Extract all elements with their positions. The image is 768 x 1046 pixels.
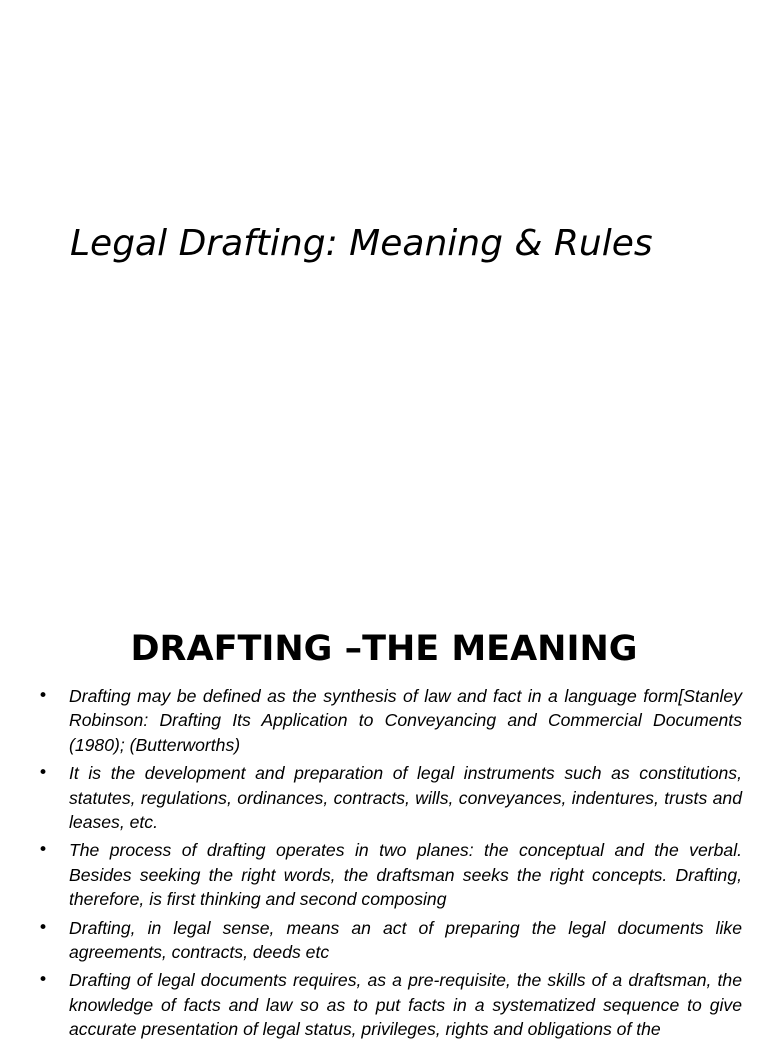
bullet-icon: • <box>38 970 49 991</box>
bullet-icon: • <box>38 840 49 861</box>
section-heading: DRAFTING –THE MEANING <box>130 629 638 669</box>
bullet-text: The process of drafting operates in two planes: the conceptual and the verbal. Besides seeking the right words, the draftsman seeks the right concepts. Drafting, therefore, is first thinking and second composing <box>69 840 742 910</box>
list-item <box>38 684 742 757</box>
slide-title: Legal Drafting: Meaning & Rules <box>70 223 653 264</box>
bullet-text: Drafting, in legal sense, means an act of preparing the legal documents like agreements, contracts, deeds etc <box>69 917 742 963</box>
list-item <box>38 916 742 965</box>
list-item <box>38 761 742 834</box>
bullet-icon: • <box>38 917 49 938</box>
bullet-text: Drafting may be defined as the synthesis of law and fact in a language form[Stanley Robinson: Drafting Its Application to Conveyancing and Commercial Documents (1980); (Butterworths) <box>69 686 742 755</box>
bullet-icon: • <box>38 686 49 706</box>
bullet-icon: • <box>38 763 49 784</box>
bullet-list <box>38 684 742 1046</box>
list-item <box>38 838 742 911</box>
list-item <box>38 968 742 1041</box>
bullet-text: Drafting of legal documents requires, as a pre-requisite, the skills of a draftsman, the knowledge of facts and law so as to put facts in a systematized sequence to give accurate presentation of legal status, privileges, rights and obligations of the <box>69 970 742 1040</box>
bullet-text: It is the development and preparation of legal instruments such as constitutions, statutes, regulations, ordinances, contracts, wills, conveyances, indentures, trusts and leases, etc. <box>69 763 742 833</box>
